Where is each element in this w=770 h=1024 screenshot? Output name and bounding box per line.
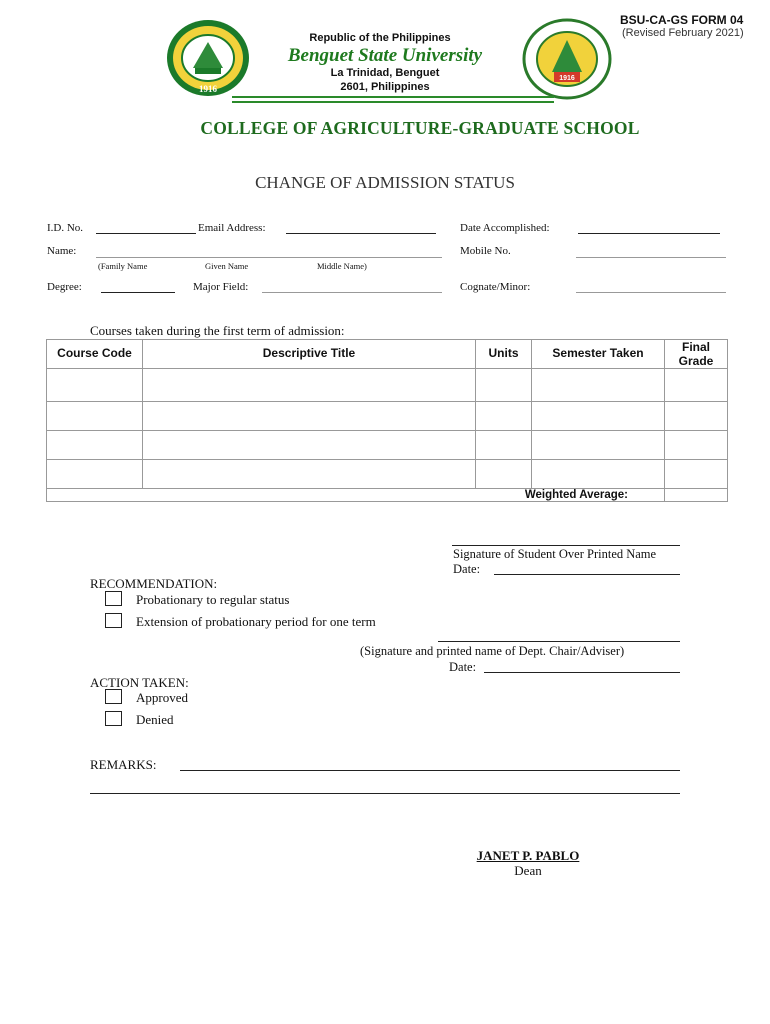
checkbox-extension[interactable] <box>105 613 122 628</box>
cognate-line[interactable] <box>576 292 726 293</box>
remarks-line-2[interactable] <box>90 793 680 794</box>
dean-name: JANET P. PABLO <box>476 848 580 863</box>
checkbox-probationary-regular[interactable] <box>105 591 122 606</box>
college-seal-logo <box>522 18 612 100</box>
dean-title: Dean <box>514 863 542 878</box>
major-field-line[interactable] <box>262 292 442 293</box>
cognate-label: Cognate/Minor: <box>460 281 531 293</box>
courses-caption: Courses taken during the first term of admission: <box>90 323 345 338</box>
major-field-label: Major Field: <box>193 281 249 293</box>
revised-date: (Revised February 2021) <box>622 27 744 39</box>
given-name-caption: Given Name <box>205 261 249 271</box>
weighted-average-row <box>47 489 728 502</box>
chair-signature-label: (Signature and printed name of Dept. Chair/Adviser) <box>360 644 625 658</box>
table-row <box>47 369 728 402</box>
table-row <box>47 460 728 489</box>
address-line1: La Trinidad, Benguet <box>330 67 440 79</box>
remarks-label: REMARKS: <box>90 757 157 772</box>
header-rule-1 <box>232 96 554 98</box>
table-row <box>47 402 728 431</box>
col-units: Units <box>476 340 532 369</box>
degree-label: Degree: <box>47 281 82 293</box>
name-line[interactable] <box>96 257 442 258</box>
checkbox-denied[interactable] <box>105 711 122 726</box>
degree-line[interactable] <box>101 292 175 293</box>
university-name: Benguet State University <box>287 45 483 66</box>
family-name-caption: (Family Name <box>98 261 148 271</box>
table-row <box>47 431 728 460</box>
date-accomplished-label: Date Accomplished: <box>460 222 550 234</box>
form-id: BSU-CA-GS FORM 04 <box>620 13 744 27</box>
bsu-seal-logo <box>165 18 251 98</box>
mobile-label: Mobile No. <box>460 245 511 257</box>
date-accomplished-line[interactable] <box>578 233 720 234</box>
option-probationary-regular: Probationary to regular status <box>136 592 290 607</box>
remarks-line-1[interactable] <box>180 770 680 771</box>
mobile-line[interactable] <box>576 257 726 258</box>
student-signature-line[interactable] <box>452 545 680 546</box>
student-date-label: Date: <box>453 562 481 576</box>
option-denied: Denied <box>136 712 174 727</box>
seal-year-text: 1916 <box>199 84 217 94</box>
id-no-line[interactable] <box>96 233 196 234</box>
option-extension: Extension of probationary period for one term <box>136 614 376 629</box>
chair-date-line[interactable] <box>484 672 680 673</box>
id-no-label: I.D. No. <box>47 222 84 234</box>
name-label: Name: <box>47 245 77 257</box>
middle-name-caption: Middle Name) <box>317 261 367 271</box>
address-line2: 2601, Philippines <box>340 81 430 93</box>
weighted-average-label: Weighted Average: <box>47 489 665 502</box>
col-final-grade: Final Grade <box>665 340 728 369</box>
student-date-line[interactable] <box>494 574 680 575</box>
col-course-code: Course Code <box>47 340 143 369</box>
col-descriptive-title: Descriptive Title <box>143 340 476 369</box>
weighted-average-value[interactable] <box>665 489 728 502</box>
recommendation-label: RECOMMENDATION: <box>90 576 218 591</box>
seal-year-text-right: 1916 <box>559 75 575 82</box>
chair-signature-line[interactable] <box>438 641 680 642</box>
option-approved: Approved <box>136 690 188 705</box>
action-taken-label: ACTION TAKEN: <box>90 675 189 690</box>
student-signature-label: Signature of Student Over Printed Name <box>453 547 657 561</box>
chair-date-label: Date: <box>449 660 477 674</box>
form-title: CHANGE OF ADMISSION STATUS <box>255 173 515 192</box>
checkbox-approved[interactable] <box>105 689 122 704</box>
college-name: COLLEGE OF AGRICULTURE-GRADUATE SCHOOL <box>200 118 640 138</box>
col-semester-taken: Semester Taken <box>532 340 665 369</box>
header-rule-2 <box>232 101 554 103</box>
email-label: Email Address: <box>198 222 266 234</box>
courses-table <box>46 339 728 502</box>
republic-text: Republic of the Philippines <box>309 32 451 44</box>
email-line[interactable] <box>286 233 436 234</box>
